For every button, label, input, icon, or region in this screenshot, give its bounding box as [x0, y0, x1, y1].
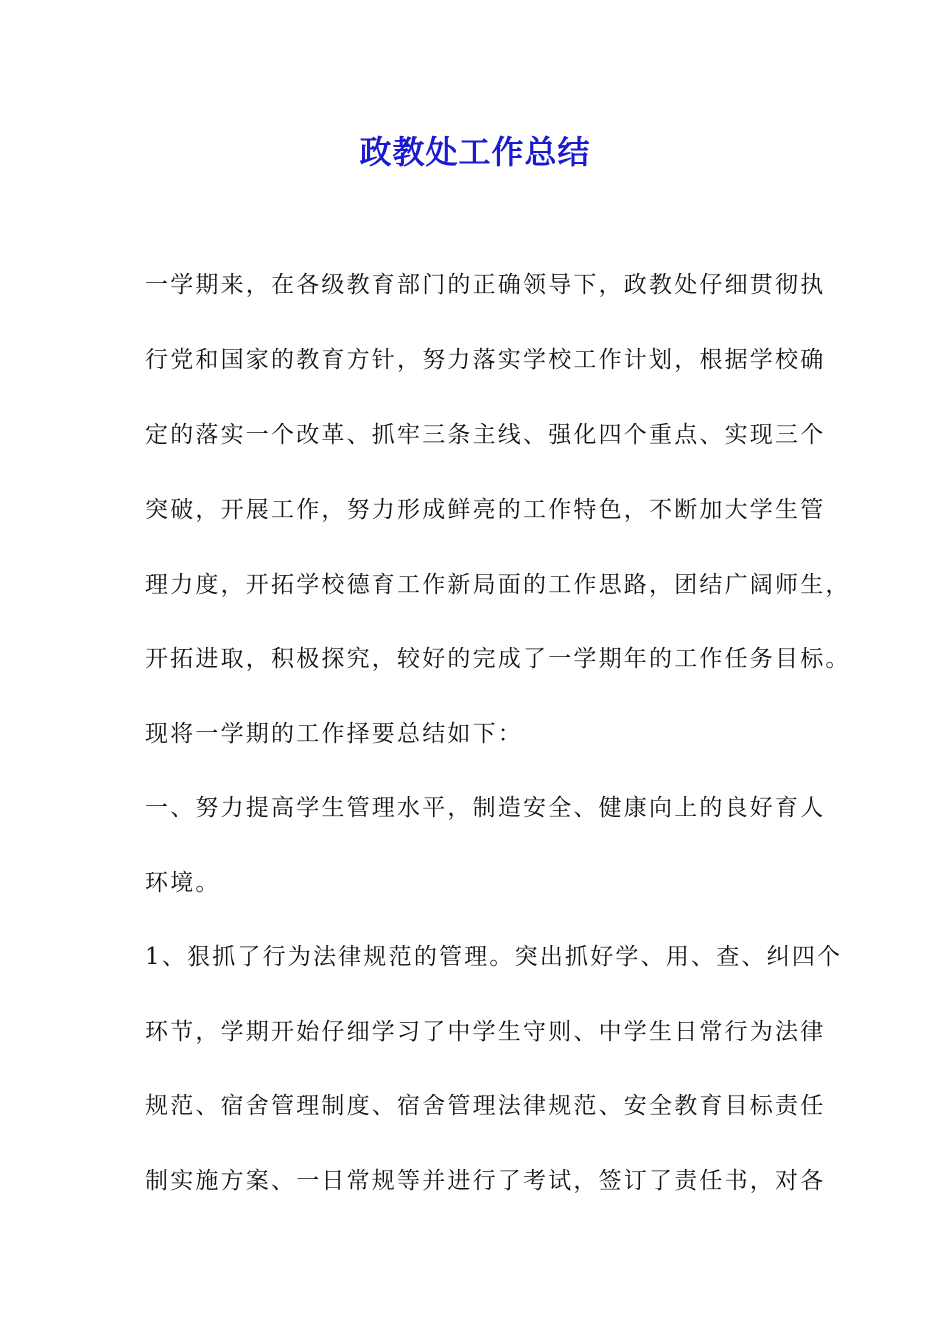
- section-heading-line: 环境。: [145, 870, 221, 896]
- paragraph-line: 一学期来，在各级教育部门的正确领导下，政教处仔细贯彻执: [145, 272, 826, 298]
- paragraph-line: 开拓进取，积极探究，较好的完成了一学期年的工作任务目标。: [145, 646, 851, 672]
- paragraph-line: 制实施方案、一日常规等并进行了考试，签订了责任书，对各: [145, 1168, 826, 1194]
- paragraph-line: 理力度，开拓学校德育工作新局面的工作思路，团结广阔师生，: [145, 572, 851, 598]
- paragraph-line: 行党和国家的教育方针，努力落实学校工作计划，根据学校确: [145, 347, 826, 373]
- paragraph-line: 突破，开展工作，努力形成鲜亮的工作特色，不断加大学生管: [145, 497, 826, 523]
- paragraph-line: 1、狠抓了行为法律规范的管理。突出抓好学、用、查、纠四个: [145, 944, 843, 970]
- document-title: 政教处工作总结: [359, 133, 591, 171]
- paragraph-line: 现将一学期的工作择要总结如下：: [145, 721, 523, 747]
- paragraph-line: 环节，学期开始仔细学习了中学生守则、中学生日常行为法律: [145, 1019, 826, 1045]
- paragraph-line: 定的落实一个改革、抓牢三条主线、强化四个重点、实现三个: [145, 422, 826, 448]
- paragraph-line: 规范、宿舍管理制度、宿舍管理法律规范、安全教育目标责任: [145, 1093, 826, 1119]
- section-heading-line: 一、努力提高学生管理水平，制造安全、健康向上的良好育人: [145, 795, 826, 821]
